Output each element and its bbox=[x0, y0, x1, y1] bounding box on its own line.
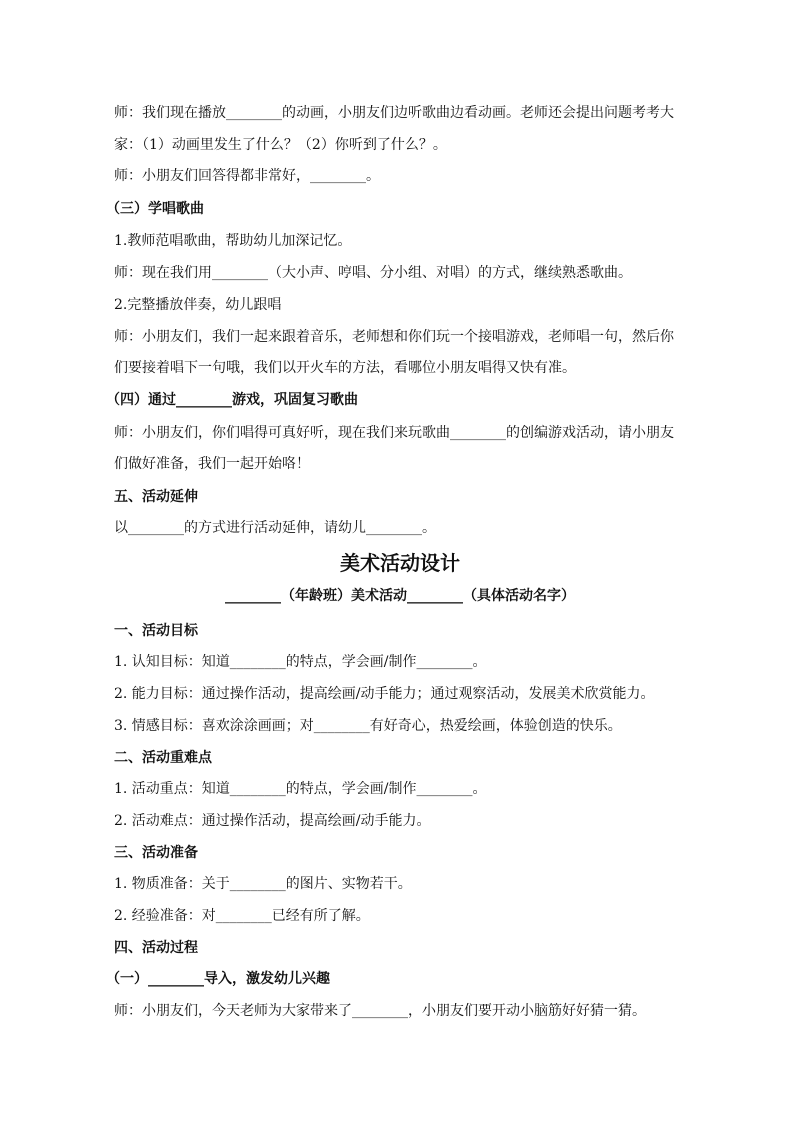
section-heading: （四）通过________游戏，巩固复习歌曲 bbox=[106, 392, 358, 408]
paragraph-line: 师：小朋友们，你们唱得可真好听，现在我们来玩歌曲________的创编游戏活动，请小朋友 bbox=[114, 425, 674, 441]
section-heading: （一）________导入，激发幼儿兴趣 bbox=[106, 971, 330, 987]
paragraph-line: 师：小朋友们，今天老师为大家带来了________，小朋友们要开动小脑筋好好猜一猜。 bbox=[114, 1003, 646, 1019]
paragraph-line: 1.教师范唱歌曲，帮助幼儿加深记忆。 bbox=[114, 233, 352, 249]
paragraph-line: 师：现在我们用________（大小声、哼唱、分小组、对唱）的方式，继续熟悉歌曲。 bbox=[114, 265, 632, 281]
paragraph-line: 师：小朋友们回答得都非常好，________。 bbox=[114, 168, 380, 184]
section-heading: 四、活动过程 bbox=[114, 940, 198, 956]
paragraph-line: 们做好准备，我们一起开始咯！ bbox=[114, 456, 310, 472]
section-heading: （三）学唱歌曲 bbox=[106, 201, 204, 217]
paragraph-line: 师：我们现在播放________的动画，小朋友们边听歌曲边看动画。老师还会提出问题考考大 bbox=[114, 105, 674, 121]
paragraph-line: 2. 经验准备：对________已经有所了解。 bbox=[114, 908, 370, 924]
paragraph-line: 2. 能力目标：通过操作活动，提高绘画/动手能力；通过观察活动，发展美术欣赏能力。 bbox=[114, 686, 655, 702]
paragraph-line: 以________的方式进行活动延伸，请幼儿________。 bbox=[114, 520, 436, 536]
page-subtitle: ________（年龄班）美术活动________（具体活动名字） bbox=[225, 588, 575, 604]
paragraph-line: 3. 情感目标：喜欢涂涂画画；对________有好奇心，热爱绘画，体验创造的快乐。 bbox=[114, 718, 622, 734]
section-heading: 一、活动目标 bbox=[114, 623, 198, 639]
paragraph-line: 2.完整播放伴奏，幼儿跟唱 bbox=[114, 297, 282, 313]
section-heading: 二、活动重难点 bbox=[114, 750, 212, 766]
section-heading: 三、活动准备 bbox=[114, 845, 198, 861]
paragraph-line: 1. 认知目标：知道________的特点，学会画/制作________。 bbox=[114, 654, 487, 670]
paragraph-line: 2. 活动难点：通过操作活动，提高绘画/动手能力。 bbox=[114, 813, 431, 829]
paragraph-line: 们要接着唱下一句哦，我们以开火车的方法，看哪位小朋友唱得又快有准。 bbox=[114, 360, 576, 376]
paragraph-line: 1. 物质准备：关于________的图片、实物若干。 bbox=[114, 876, 412, 892]
page-title: 美术活动设计 bbox=[340, 551, 460, 575]
paragraph-line: 1. 活动重点：知道________的特点，学会画/制作________。 bbox=[114, 781, 487, 797]
paragraph-line: 师：小朋友们，我们一起来跟着音乐，老师想和你们玩一个接唱游戏，老师唱一句，然后你 bbox=[114, 329, 674, 345]
paragraph-line: 家：（1）动画里发生了什么？（2）你听到了什么？。 bbox=[114, 137, 447, 153]
section-heading: 五、活动延伸 bbox=[114, 489, 198, 505]
